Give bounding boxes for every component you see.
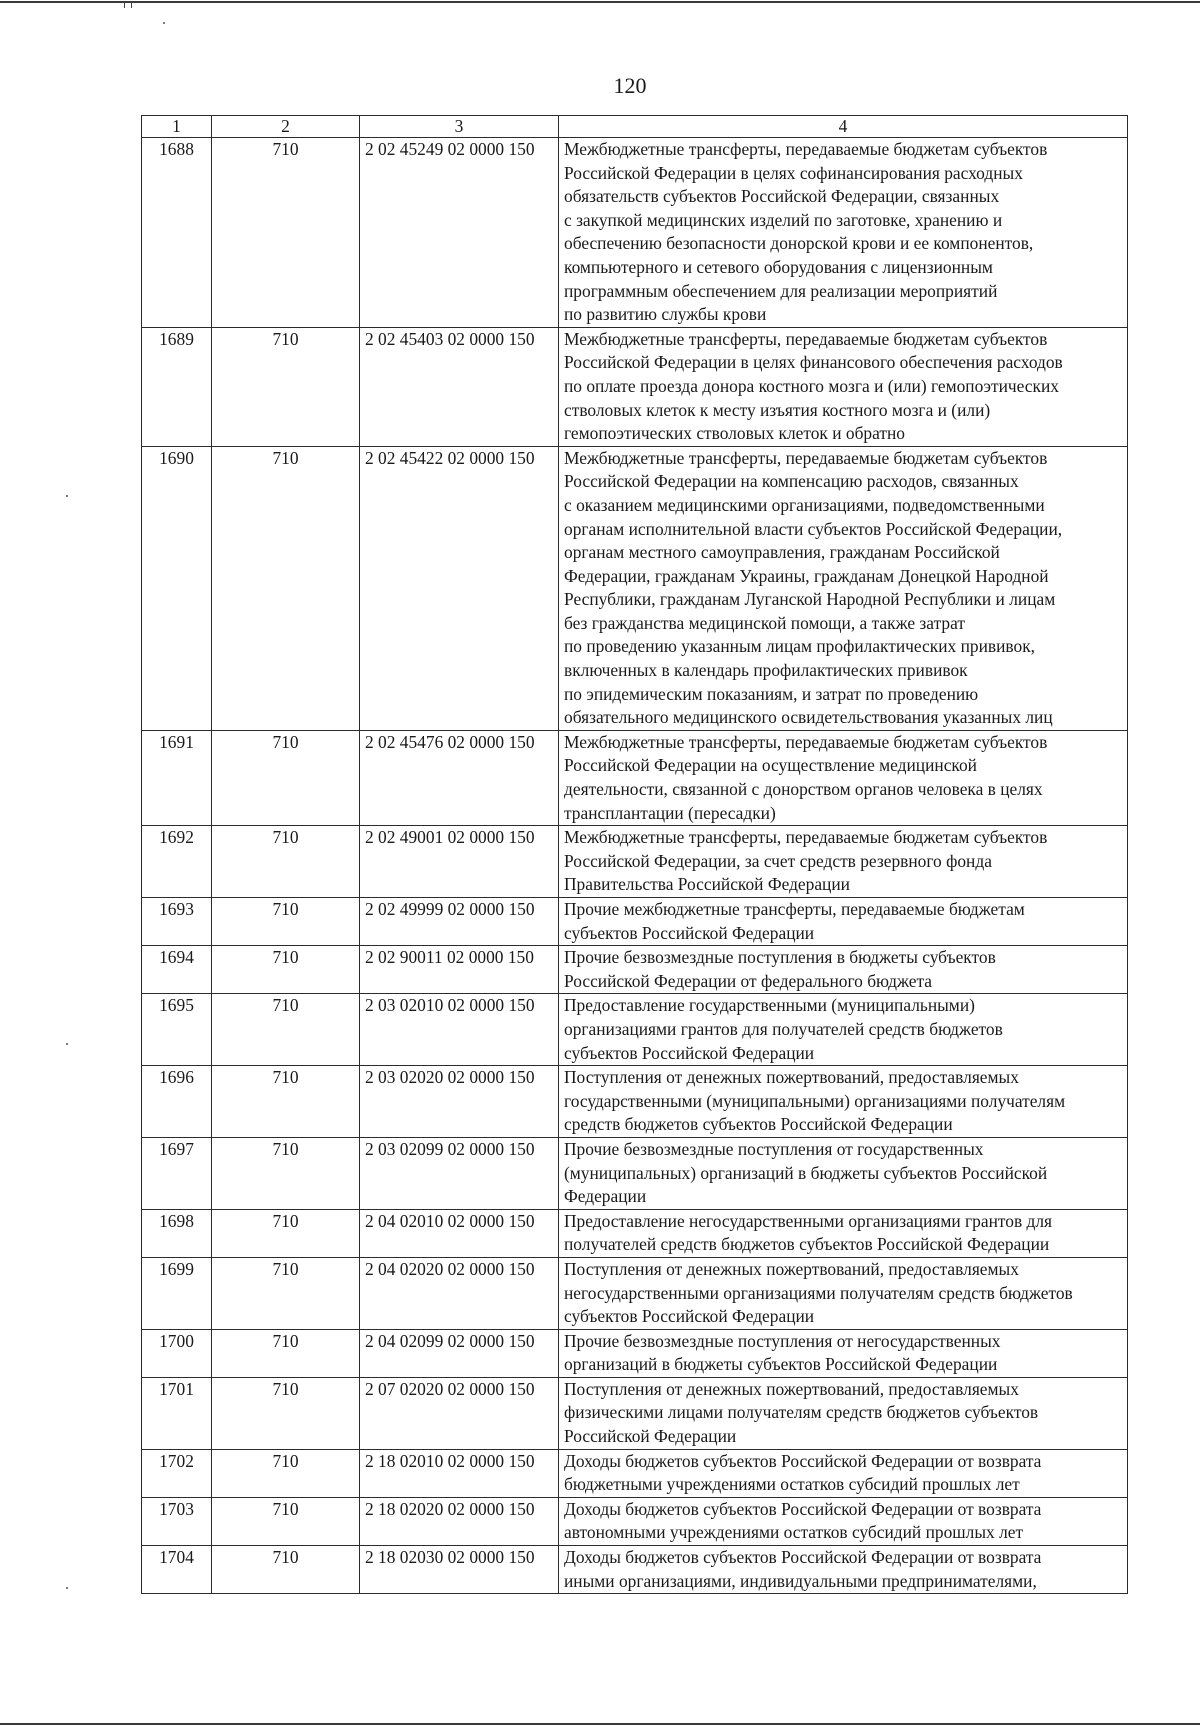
admin-code-cell: 710 — [212, 1209, 360, 1257]
scan-speck — [66, 1043, 68, 1045]
row-number-cell: 1702 — [142, 1449, 212, 1497]
revenue-description-cell: Поступления от денежных пожертвований, предоставляемых физическими лицами получателям средств бюджетов субъектов Российской Федерации — [559, 1377, 1128, 1449]
revenue-description-cell: Доходы бюджетов субъектов Российской Федерации от возврата иными организациями, индивидуальными предпринимателями, — [559, 1546, 1128, 1594]
row-number-cell: 1694 — [142, 946, 212, 994]
budget-classification-code-cell: 2 04 02010 02 0000 150 — [360, 1209, 559, 1257]
budget-classification-code-cell: 2 03 02099 02 0000 150 — [360, 1137, 559, 1209]
row-number-cell: 1697 — [142, 1137, 212, 1209]
admin-code-cell: 710 — [212, 1257, 360, 1329]
admin-code-cell: 710 — [212, 1377, 360, 1449]
table-row — [142, 1377, 1128, 1449]
row-number-cell: 1699 — [142, 1257, 212, 1329]
table-row — [142, 826, 1128, 898]
revenue-description-cell: Прочие межбюджетные трансферты, передаваемые бюджетам субъектов Российской Федерации — [559, 898, 1128, 946]
admin-code-cell: 710 — [212, 946, 360, 994]
revenue-description-cell: Доходы бюджетов субъектов Российской Федерации от возврата бюджетными учреждениями остатков субсидий прошлых лет — [559, 1449, 1128, 1497]
scan-speck — [66, 495, 68, 497]
admin-code-cell: 710 — [212, 1546, 360, 1594]
table-row — [142, 994, 1128, 1066]
revenue-description-cell: Поступления от денежных пожертвований, предоставляемых негосударственными организациями получателям средств бюджетов субъектов Российской Федерации — [559, 1257, 1128, 1329]
revenue-description-cell: Межбюджетные трансферты, передаваемые бюджетам субъектов Российской Федерации на осуществление медицинской деятельности, связанной с донорством органов человека в целях трансплантации (пересадки) — [559, 730, 1128, 825]
row-number-cell: 1698 — [142, 1209, 212, 1257]
revenue-description-cell: Межбюджетные трансферты, передаваемые бюджетам субъектов Российской Федерации, за счет средств резервного фонда Правительства Российской Федерации — [559, 826, 1128, 898]
table-row — [142, 446, 1128, 730]
budget-classification-code-cell: 2 02 49001 02 0000 150 — [360, 826, 559, 898]
table-row — [142, 730, 1128, 825]
budget-classification-code-cell: 2 02 45249 02 0000 150 — [360, 138, 559, 328]
table-row — [142, 1497, 1128, 1545]
admin-code-cell: 710 — [212, 1137, 360, 1209]
revenue-description-cell: Прочие безвозмездные поступления от государственных (муниципальных) организаций в бюджеты субъектов Российской Федерации — [559, 1137, 1128, 1209]
admin-code-cell: 710 — [212, 446, 360, 730]
row-number-cell: 1701 — [142, 1377, 212, 1449]
revenue-description-cell: Межбюджетные трансферты, передаваемые бюджетам субъектов Российской Федерации в целях финансового обеспечения расходов по оплате проезда донора костного мозга и (или) гемопоэтических стволовых клеток к месту изъятия костного мозга и (или) гемопоэтических стволовых клеток и обратно — [559, 327, 1128, 446]
budget-classification-code-cell: 2 04 02020 02 0000 150 — [360, 1257, 559, 1329]
revenue-codes-table — [141, 115, 1128, 1594]
budget-classification-code-cell: 2 18 02030 02 0000 150 — [360, 1546, 559, 1594]
revenue-description-cell: Поступления от денежных пожертвований, предоставляемых государственными (муниципальными) организациями получателям средств бюджетов субъектов Российской Федерации — [559, 1066, 1128, 1138]
revenue-description-cell: Предоставление негосударственными организациями грантов для получателей средств бюджетов субъектов Российской Федерации — [559, 1209, 1128, 1257]
revenue-description-cell: Межбюджетные трансферты, передаваемые бюджетам субъектов Российской Федерации на компенсацию расходов, связанных с оказанием медицинскими организациями, подведомственными органам исполнительной власти субъектов Российской Федерации, органам местного самоуправления, гражданам Российской Федерации, гражданам Украины, гражданам Донецкой Народной Республики, гражданам Луганской Народной Республики и лицам без гражданства медицинской помощи, а также затрат по проведению указанным лицам профилактических прививок, включенных в календарь профилактических прививок по эпидемическим показаниям, и затрат по проведению обязательного медицинского освидетельствования указанных лиц — [559, 446, 1128, 730]
admin-code-cell: 710 — [212, 1497, 360, 1545]
admin-code-cell: 710 — [212, 898, 360, 946]
scan-edge-top — [0, 1, 1200, 3]
row-number-cell: 1690 — [142, 446, 212, 730]
admin-code-cell: 710 — [212, 994, 360, 1066]
row-number-cell: 1693 — [142, 898, 212, 946]
table-row — [142, 1066, 1128, 1138]
row-number-cell: 1688 — [142, 138, 212, 328]
row-number-cell: 1704 — [142, 1546, 212, 1594]
scan-mark — [124, 3, 132, 8]
table-row — [142, 946, 1128, 994]
admin-code-cell: 710 — [212, 1329, 360, 1377]
table-body — [142, 138, 1128, 1594]
budget-classification-code-cell: 2 02 45403 02 0000 150 — [360, 327, 559, 446]
admin-code-cell: 710 — [212, 1449, 360, 1497]
column-header: 3 — [360, 116, 559, 138]
table-header-row — [142, 116, 1128, 138]
column-header: 4 — [559, 116, 1128, 138]
row-number-cell: 1691 — [142, 730, 212, 825]
table-row — [142, 1257, 1128, 1329]
page-number: 120 — [613, 73, 647, 98]
table-row — [142, 1449, 1128, 1497]
table-row — [142, 898, 1128, 946]
admin-code-cell: 710 — [212, 826, 360, 898]
budget-classification-code-cell: 2 02 49999 02 0000 150 — [360, 898, 559, 946]
budget-classification-code-cell: 2 07 02020 02 0000 150 — [360, 1377, 559, 1449]
row-number-cell: 1703 — [142, 1497, 212, 1545]
table-row — [142, 1137, 1128, 1209]
budget-classification-code-cell: 2 04 02099 02 0000 150 — [360, 1329, 559, 1377]
scan-edge-bottom — [0, 1723, 1200, 1725]
row-number-cell: 1689 — [142, 327, 212, 446]
revenue-description-cell: Межбюджетные трансферты, передаваемые бюджетам субъектов Российской Федерации в целях софинансирования расходных обязательств субъектов Российской Федерации, связанных с закупкой медицинских изделий по заготовке, хранению и обеспечению безопасности донорской крови и ее компонентов, компьютерного и сетевого оборудования с лицензионным программным обеспечением для реализации мероприятий по развитию службы крови — [559, 138, 1128, 328]
budget-classification-code-cell: 2 18 02020 02 0000 150 — [360, 1497, 559, 1545]
table-row — [142, 1209, 1128, 1257]
revenue-description-cell: Предоставление государственными (муниципальными) организациями грантов для получателей средств бюджетов субъектов Российской Федерации — [559, 994, 1128, 1066]
row-number-cell: 1696 — [142, 1066, 212, 1138]
budget-classification-code-cell: 2 02 45476 02 0000 150 — [360, 730, 559, 825]
table-row — [142, 1546, 1128, 1594]
admin-code-cell: 710 — [212, 1066, 360, 1138]
column-header: 1 — [142, 116, 212, 138]
budget-classification-code-cell: 2 02 45422 02 0000 150 — [360, 446, 559, 730]
revenue-description-cell: Доходы бюджетов субъектов Российской Федерации от возврата автономными учреждениями остатков субсидий прошлых лет — [559, 1497, 1128, 1545]
revenue-description-cell: Прочие безвозмездные поступления в бюджеты субъектов Российской Федерации от федерального бюджета — [559, 946, 1128, 994]
budget-classification-code-cell: 2 03 02020 02 0000 150 — [360, 1066, 559, 1138]
scan-speck — [66, 1587, 68, 1589]
budget-classification-code-cell: 2 18 02010 02 0000 150 — [360, 1449, 559, 1497]
scan-speck — [163, 22, 165, 24]
table-row — [142, 138, 1128, 328]
admin-code-cell: 710 — [212, 327, 360, 446]
budget-classification-code-cell: 2 02 90011 02 0000 150 — [360, 946, 559, 994]
row-number-cell: 1692 — [142, 826, 212, 898]
admin-code-cell: 710 — [212, 138, 360, 328]
table-row — [142, 327, 1128, 446]
column-header: 2 — [212, 116, 360, 138]
revenue-description-cell: Прочие безвозмездные поступления от негосударственных организаций в бюджеты субъектов Российской Федерации — [559, 1329, 1128, 1377]
table-row — [142, 1329, 1128, 1377]
row-number-cell: 1700 — [142, 1329, 212, 1377]
budget-classification-code-cell: 2 03 02010 02 0000 150 — [360, 994, 559, 1066]
row-number-cell: 1695 — [142, 994, 212, 1066]
admin-code-cell: 710 — [212, 730, 360, 825]
